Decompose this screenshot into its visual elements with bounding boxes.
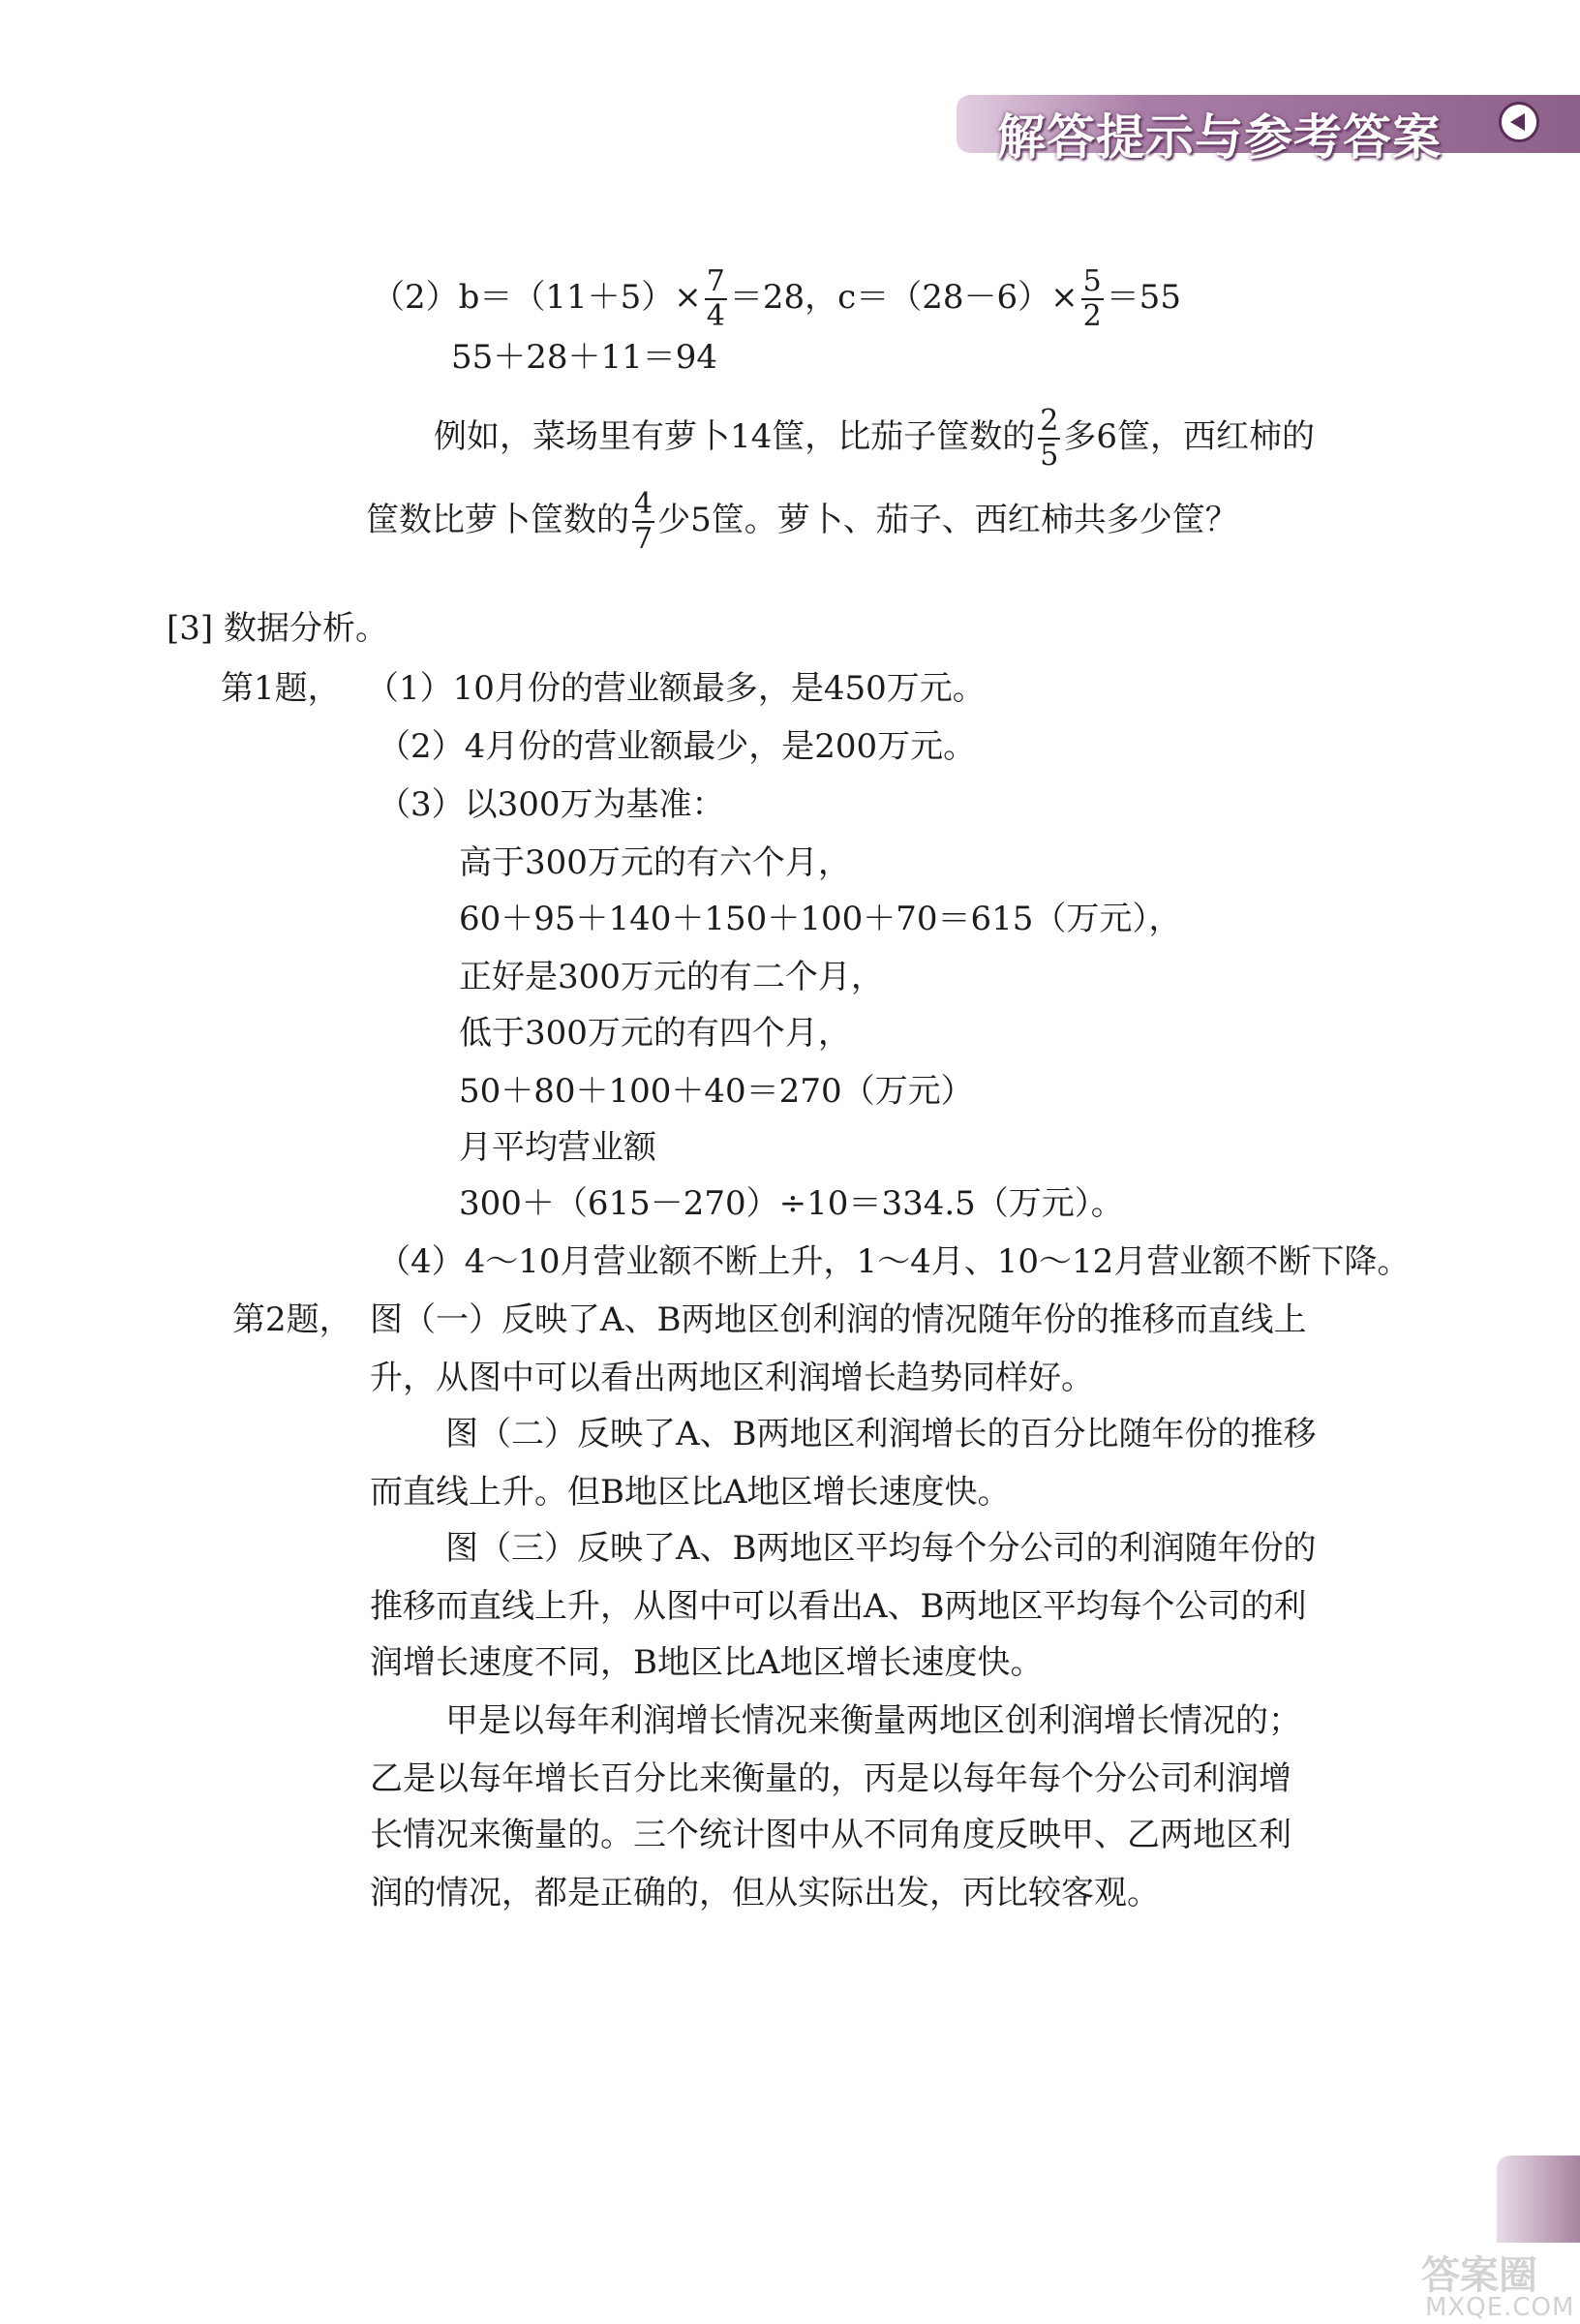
q2-paragraph-3: 推移而直线上升，从图中可以看出A、B两地区平均每个公司的利 bbox=[370, 1587, 1307, 1626]
item-label: （2） bbox=[372, 278, 459, 317]
q1-answer-2: （2）4月份的营业额最少，是200万元。 bbox=[378, 727, 977, 766]
q1-answer-3-line: 月平均营业额 bbox=[459, 1128, 656, 1167]
q2-paragraph-3: 润增长速度不同，B地区比A地区增长速度快。 bbox=[370, 1643, 1044, 1682]
q2-paragraph-4: 甲是以每年利润增长情况来衡量两地区创利润增长情况的； bbox=[445, 1701, 1301, 1740]
watermark-url: MXQE.COM bbox=[1425, 2293, 1575, 2322]
q2-paragraph-4: 长情况来衡量的。三个统计图中从不同角度反映甲、乙两地区利 bbox=[370, 1816, 1291, 1854]
equation-line bbox=[372, 264, 1181, 333]
q2-paragraph-1: 升，从图中可以看出两地区利润增长趋势同样好。 bbox=[370, 1359, 1094, 1397]
page-header-title: 解答提示与参考答案 bbox=[997, 109, 1442, 166]
sum-line: 55＋28＋11＝94 bbox=[451, 338, 718, 377]
fraction-5-2: $\frac{5}{2}$ bbox=[1082, 264, 1102, 333]
q1-answer-3-line: 300＋（615－270）÷10＝334.5（万元）。 bbox=[459, 1184, 1124, 1223]
q2-paragraph-3: 图（三）反映了A、B两地区平均每个分公司的利润随年份的 bbox=[445, 1529, 1317, 1568]
watermark bbox=[1413, 2245, 1580, 2322]
equation-b-result: ＝28， bbox=[729, 278, 838, 317]
question-1-label: 第1题， bbox=[221, 669, 341, 708]
fraction-7-4: $\frac{7}{4}$ bbox=[706, 264, 725, 333]
watermark-text: 答案圈 bbox=[1421, 2253, 1537, 2298]
equation-c: c＝（28－6）× bbox=[837, 278, 1079, 317]
q1-answer-3-line: 60＋95＋140＋150＋100＋70＝615（万元）， bbox=[459, 900, 1182, 938]
page-corner-tab bbox=[1497, 2156, 1580, 2243]
q1-answer-1: （1）10月份的营业额最多，是450万元。 bbox=[366, 669, 986, 708]
q1-answer-3-line: 正好是300万元的有二个月， bbox=[459, 958, 884, 996]
equation-b: b＝（11＋5）× bbox=[458, 278, 702, 317]
fraction-2-5: $\frac{2}{5}$ bbox=[1040, 404, 1059, 473]
section-heading: [3] 数据分析。 bbox=[167, 609, 388, 648]
example-line-2: 筐数比萝卜筐数的 $\frac{4}{7}$ 少5筐。萝卜、茄子、西红柿共多少筐？ bbox=[366, 487, 1238, 556]
q2-paragraph-4: 乙是以每年增长百分比来衡量的，丙是以每年每个分公司利润增 bbox=[370, 1759, 1291, 1798]
question-2-label: 第2题， bbox=[232, 1300, 352, 1339]
q1-answer-3-line: 高于300万元的有六个月， bbox=[459, 843, 851, 882]
q1-answer-3: （3）以300万为基准： bbox=[378, 785, 725, 824]
q2-paragraph-1: 图（一）反映了A、B两地区创利润的情况随年份的推移而直线上 bbox=[370, 1300, 1307, 1339]
q2-paragraph-2: 图（二）反映了A、B两地区利润增长的百分比随年份的推移 bbox=[445, 1415, 1317, 1453]
q1-answer-3-line: 低于300万元的有四个月， bbox=[459, 1014, 851, 1053]
q2-paragraph-2: 而直线上升。但B地区比A地区增长速度快。 bbox=[370, 1473, 1011, 1512]
equation-c-result: ＝55 bbox=[1106, 278, 1181, 317]
q1-answer-4: （4）4～10月营业额不断上升，1～4月、10～12月营业额不断下降。 bbox=[378, 1242, 1411, 1281]
fraction-4-7: $\frac{4}{7}$ bbox=[634, 487, 653, 556]
back-arrow-icon bbox=[1499, 102, 1539, 142]
q2-paragraph-4: 润的情况，都是正确的，但从实际出发，丙比较客观。 bbox=[370, 1874, 1160, 1912]
q1-answer-3-line: 50＋80＋100＋40＝270（万元） bbox=[459, 1072, 974, 1111]
example-line-1: 例如，菜场里有萝卜14筐，比茄子筐数的 $\frac{2}{5}$ 多6筐，西红柿的 bbox=[434, 404, 1315, 473]
